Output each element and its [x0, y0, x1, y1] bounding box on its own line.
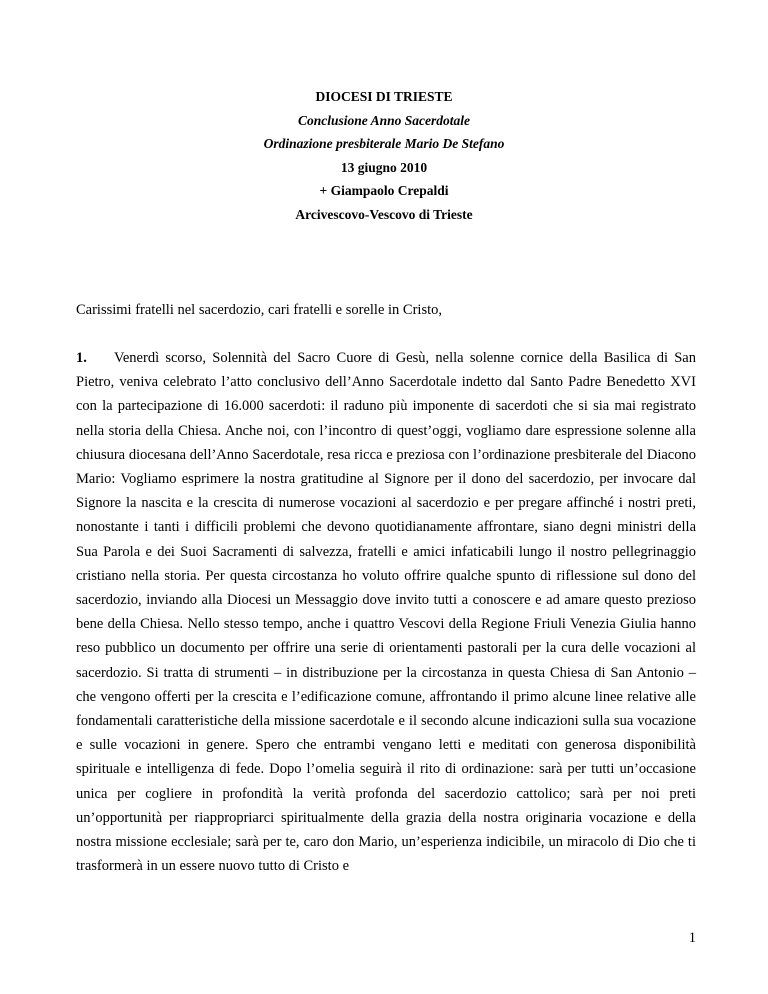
document-header	[0, 85, 768, 227]
paragraph-1	[76, 346, 696, 878]
author-name: + Giampaolo Crepaldi	[319, 183, 449, 199]
diocese-title: DIOCESI DI TRIESTE	[315, 89, 453, 104]
paragraph-number: 1.	[76, 350, 87, 366]
event-date: 13 giugno 2010	[340, 159, 428, 175]
ordination-title: Ordinazione presbiterale Mario De Stefano	[263, 136, 505, 152]
event-title: Conclusione Anno Sacerdotale	[297, 112, 471, 128]
paragraph-text: Venerdì scorso, Solennità del Sacro Cuore di Gesù, nella solenne cornice della Basilica di San Pietro, veniva celebrato l’atto conclusivo dell’Anno Sacerdotale indetto dal Santo Padre Benedetto XVI con la partecipazione di 16.000 sacerdoti: il raduno più imponente di sacerdoti che si sia mai registrato nella storia della Chiesa. Anche noi, con l’incontro di quest’oggi, vogliamo dare espressione solenne alla chiusura diocesana dell’Anno Sacerdotale, resa ricca e preziosa con l’ordinazione presbiterale del Diacono Mario: Vogliamo esprimere la nostra gratitudine al Signore per il dono del sacerdozio, per invocare dal Signore la nascita e la crescita di numerose vocazioni al sacerdozio e per pregare affinché i nostri preti, nonostante i tanti i difficili problemi che devono quotidianamente affrontare, siano degni ministri della Sua Parola e dei Suoi Sacramenti di salvezza, fratelli e amici infaticabili lungo il nostro pellegrinaggio cristiano nella storia. Per questa circostanza ho voluto offrire qualche spunto di riflessione sul dono del sacerdozio, inviando alla Diocesi un Messaggio dove invito tutti a conoscere e ad amare questo prezioso bene della Chiesa. Nello stesso tempo, anche i quattro Vescovi della Regione Friuli Venezia Giulia hanno reso pubblico un documento per offrire una serie di orientamenti pastorali per la cura delle vocazioni al sacerdozio. Si tratta di strumenti – in distribuzione per la circostanza in questa Chiesa di San Antonio – che vengono offerti per la crescita e l’edificazione comune, affrontando il primo alcune linee relative alle fondamentali caratteristiche della missione sacerdotale e il secondo alcune indicazioni sulla sua vocazione e sulle vocazioni in genere. Spero che entrambi vengano letti e meditati con generosa disponibilità spirituale e intelligenza di fede. Dopo l’omelia seguirà il rito di ordinazione: sarà per tutti un’occasione unica per cogliere in profondità la verità profonda del sacerdozio cattolico; sarà per noi preti un’opportunità per riappropriarci spiritualmente della grazia della nostra originaria vocazione e della nostra missione ecclesiale; sarà per te, caro don Mario, un’esperienza indicibile, un miracolo di Dio che ti trasformerà in un essere nuovo tutto di Cristo e	[76, 350, 696, 875]
page-number: 1	[688, 930, 696, 946]
author-title: Arcivescovo-Vescovo di Trieste	[295, 206, 473, 222]
salutation: Carissimi fratelli nel sacerdozio, cari fratelli e sorelle in Cristo,	[76, 302, 442, 318]
